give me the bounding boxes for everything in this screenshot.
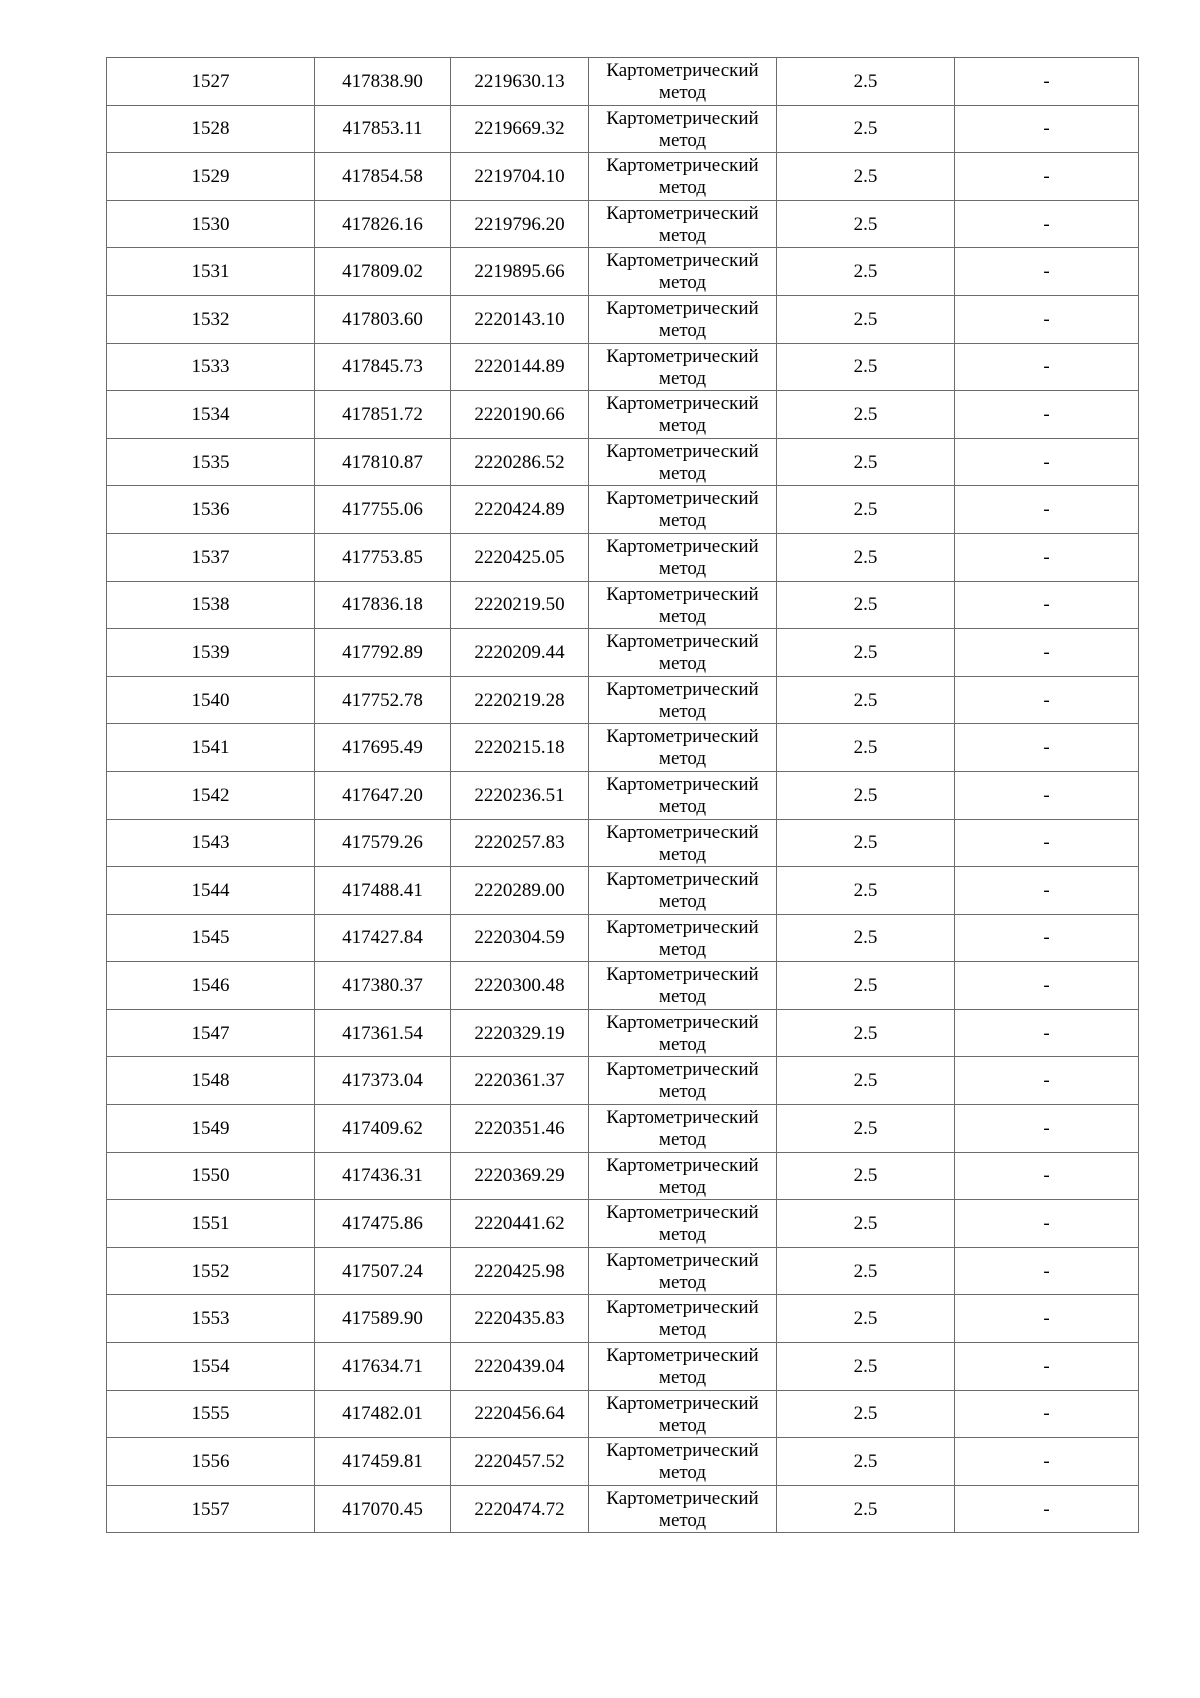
y-coordinate-cell: 2220257.83 bbox=[451, 819, 589, 867]
table-row bbox=[107, 819, 1139, 867]
table-row bbox=[107, 724, 1139, 772]
method-line-1: Картометрический bbox=[606, 1202, 759, 1224]
method-line-2: метод bbox=[658, 177, 707, 199]
accuracy-cell: 2.5 bbox=[777, 819, 955, 867]
point-number-cell: 1556 bbox=[107, 1438, 315, 1486]
method-line-2: метод bbox=[658, 748, 707, 770]
point-number-cell: 1535 bbox=[107, 438, 315, 486]
description-cell: - bbox=[955, 295, 1139, 343]
point-number-cell: 1555 bbox=[107, 1390, 315, 1438]
accuracy-cell: 2.5 bbox=[777, 1057, 955, 1105]
table-row bbox=[107, 248, 1139, 296]
accuracy-cell: 2.5 bbox=[777, 200, 955, 248]
accuracy-cell: 2.5 bbox=[777, 343, 955, 391]
point-number-cell: 1528 bbox=[107, 105, 315, 153]
method-line-1: Картометрический bbox=[606, 107, 759, 129]
method-cell bbox=[589, 724, 777, 772]
method-cell bbox=[589, 581, 777, 629]
y-coordinate-cell: 2220329.19 bbox=[451, 1009, 589, 1057]
table-row bbox=[107, 1343, 1139, 1391]
description-cell: - bbox=[955, 391, 1139, 439]
point-number-cell: 1550 bbox=[107, 1152, 315, 1200]
point-number-cell: 1534 bbox=[107, 391, 315, 439]
accuracy-cell: 2.5 bbox=[777, 629, 955, 677]
y-coordinate-cell: 2220215.18 bbox=[451, 724, 589, 772]
table-row bbox=[107, 200, 1139, 248]
x-coordinate-cell: 417752.78 bbox=[315, 676, 451, 724]
point-number-cell: 1537 bbox=[107, 533, 315, 581]
x-coordinate-cell: 417475.86 bbox=[315, 1200, 451, 1248]
method-cell bbox=[589, 914, 777, 962]
table-row bbox=[107, 867, 1139, 915]
description-cell: - bbox=[955, 962, 1139, 1010]
x-coordinate-cell: 417845.73 bbox=[315, 343, 451, 391]
document-page bbox=[106, 57, 1138, 1533]
coordinates-table-body bbox=[107, 58, 1139, 1533]
point-number-cell: 1551 bbox=[107, 1200, 315, 1248]
description-cell: - bbox=[955, 1295, 1139, 1343]
method-cell bbox=[589, 1152, 777, 1200]
y-coordinate-cell: 2219796.20 bbox=[451, 200, 589, 248]
method-cell bbox=[589, 1057, 777, 1105]
point-number-cell: 1538 bbox=[107, 581, 315, 629]
x-coordinate-cell: 417579.26 bbox=[315, 819, 451, 867]
method-line-1: Картометрический bbox=[606, 1440, 759, 1462]
method-line-2: метод bbox=[658, 1129, 707, 1151]
method-cell bbox=[589, 1343, 777, 1391]
method-line-2: метод bbox=[658, 462, 707, 484]
method-cell bbox=[589, 1009, 777, 1057]
description-cell: - bbox=[955, 676, 1139, 724]
x-coordinate-cell: 417838.90 bbox=[315, 58, 451, 106]
method-cell bbox=[589, 391, 777, 439]
method-cell bbox=[589, 1485, 777, 1533]
accuracy-cell: 2.5 bbox=[777, 1152, 955, 1200]
description-cell: - bbox=[955, 914, 1139, 962]
accuracy-cell: 2.5 bbox=[777, 1009, 955, 1057]
y-coordinate-cell: 2220289.00 bbox=[451, 867, 589, 915]
method-cell bbox=[589, 438, 777, 486]
method-line-2: метод bbox=[658, 843, 707, 865]
x-coordinate-cell: 417436.31 bbox=[315, 1152, 451, 1200]
method-line-2: метод bbox=[658, 653, 707, 675]
x-coordinate-cell: 417482.01 bbox=[315, 1390, 451, 1438]
y-coordinate-cell: 2220351.46 bbox=[451, 1105, 589, 1153]
x-coordinate-cell: 417809.02 bbox=[315, 248, 451, 296]
description-cell: - bbox=[955, 58, 1139, 106]
method-cell bbox=[589, 676, 777, 724]
table-row bbox=[107, 1438, 1139, 1486]
y-coordinate-cell: 2220144.89 bbox=[451, 343, 589, 391]
y-coordinate-cell: 2220474.72 bbox=[451, 1485, 589, 1533]
description-cell: - bbox=[955, 1390, 1139, 1438]
method-line-2: метод bbox=[658, 1176, 707, 1198]
description-cell: - bbox=[955, 1438, 1139, 1486]
table-row bbox=[107, 1390, 1139, 1438]
x-coordinate-cell: 417373.04 bbox=[315, 1057, 451, 1105]
description-cell: - bbox=[955, 1009, 1139, 1057]
x-coordinate-cell: 417488.41 bbox=[315, 867, 451, 915]
table-row bbox=[107, 629, 1139, 677]
method-line-1: Картометрический bbox=[606, 440, 759, 462]
x-coordinate-cell: 417854.58 bbox=[315, 153, 451, 201]
accuracy-cell: 2.5 bbox=[777, 1247, 955, 1295]
method-cell bbox=[589, 1390, 777, 1438]
point-number-cell: 1557 bbox=[107, 1485, 315, 1533]
x-coordinate-cell: 417647.20 bbox=[315, 771, 451, 819]
method-cell bbox=[589, 962, 777, 1010]
accuracy-cell: 2.5 bbox=[777, 724, 955, 772]
accuracy-cell: 2.5 bbox=[777, 391, 955, 439]
table-row bbox=[107, 1295, 1139, 1343]
description-cell: - bbox=[955, 533, 1139, 581]
method-line-1: Картометрический bbox=[606, 678, 759, 700]
point-number-cell: 1552 bbox=[107, 1247, 315, 1295]
accuracy-cell: 2.5 bbox=[777, 248, 955, 296]
method-cell bbox=[589, 629, 777, 677]
x-coordinate-cell: 417803.60 bbox=[315, 295, 451, 343]
table-row bbox=[107, 914, 1139, 962]
y-coordinate-cell: 2220143.10 bbox=[451, 295, 589, 343]
description-cell: - bbox=[955, 1152, 1139, 1200]
point-number-cell: 1553 bbox=[107, 1295, 315, 1343]
accuracy-cell: 2.5 bbox=[777, 533, 955, 581]
method-cell bbox=[589, 1105, 777, 1153]
table-row bbox=[107, 962, 1139, 1010]
method-cell bbox=[589, 343, 777, 391]
y-coordinate-cell: 2220304.59 bbox=[451, 914, 589, 962]
method-cell bbox=[589, 819, 777, 867]
y-coordinate-cell: 2220457.52 bbox=[451, 1438, 589, 1486]
description-cell: - bbox=[955, 1485, 1139, 1533]
point-number-cell: 1533 bbox=[107, 343, 315, 391]
y-coordinate-cell: 2220425.98 bbox=[451, 1247, 589, 1295]
accuracy-cell: 2.5 bbox=[777, 1105, 955, 1153]
method-line-1: Картометрический bbox=[606, 1059, 759, 1081]
point-number-cell: 1545 bbox=[107, 914, 315, 962]
method-cell bbox=[589, 153, 777, 201]
coordinates-table bbox=[106, 57, 1139, 1533]
point-number-cell: 1543 bbox=[107, 819, 315, 867]
method-cell bbox=[589, 1438, 777, 1486]
y-coordinate-cell: 2220425.05 bbox=[451, 533, 589, 581]
y-coordinate-cell: 2220435.83 bbox=[451, 1295, 589, 1343]
x-coordinate-cell: 417826.16 bbox=[315, 200, 451, 248]
description-cell: - bbox=[955, 438, 1139, 486]
accuracy-cell: 2.5 bbox=[777, 486, 955, 534]
method-line-2: метод bbox=[658, 1462, 707, 1484]
method-line-2: метод bbox=[658, 1509, 707, 1531]
method-line-1: Картометрический bbox=[606, 1011, 759, 1033]
table-row bbox=[107, 58, 1139, 106]
table-row bbox=[107, 438, 1139, 486]
method-line-2: метод bbox=[658, 319, 707, 341]
description-cell: - bbox=[955, 581, 1139, 629]
method-line-1: Картометрический bbox=[606, 1392, 759, 1414]
method-line-2: метод bbox=[658, 1367, 707, 1389]
table-row bbox=[107, 533, 1139, 581]
y-coordinate-cell: 2219630.13 bbox=[451, 58, 589, 106]
table-row bbox=[107, 153, 1139, 201]
x-coordinate-cell: 417836.18 bbox=[315, 581, 451, 629]
y-coordinate-cell: 2220219.28 bbox=[451, 676, 589, 724]
point-number-cell: 1531 bbox=[107, 248, 315, 296]
point-number-cell: 1532 bbox=[107, 295, 315, 343]
accuracy-cell: 2.5 bbox=[777, 153, 955, 201]
table-row bbox=[107, 581, 1139, 629]
method-line-1: Картометрический bbox=[606, 1154, 759, 1176]
method-line-2: метод bbox=[658, 700, 707, 722]
description-cell: - bbox=[955, 629, 1139, 677]
x-coordinate-cell: 417409.62 bbox=[315, 1105, 451, 1153]
x-coordinate-cell: 417070.45 bbox=[315, 1485, 451, 1533]
y-coordinate-cell: 2220361.37 bbox=[451, 1057, 589, 1105]
method-line-2: метод bbox=[658, 1033, 707, 1055]
point-number-cell: 1536 bbox=[107, 486, 315, 534]
method-line-2: метод bbox=[658, 129, 707, 151]
y-coordinate-cell: 2220190.66 bbox=[451, 391, 589, 439]
method-line-1: Картометрический bbox=[606, 488, 759, 510]
method-line-2: метод bbox=[658, 415, 707, 437]
description-cell: - bbox=[955, 1247, 1139, 1295]
x-coordinate-cell: 417810.87 bbox=[315, 438, 451, 486]
description-cell: - bbox=[955, 486, 1139, 534]
accuracy-cell: 2.5 bbox=[777, 867, 955, 915]
point-number-cell: 1548 bbox=[107, 1057, 315, 1105]
method-line-1: Картометрический bbox=[606, 631, 759, 653]
accuracy-cell: 2.5 bbox=[777, 1485, 955, 1533]
table-row bbox=[107, 1009, 1139, 1057]
description-cell: - bbox=[955, 200, 1139, 248]
x-coordinate-cell: 417753.85 bbox=[315, 533, 451, 581]
method-cell bbox=[589, 295, 777, 343]
method-line-1: Картометрический bbox=[606, 964, 759, 986]
point-number-cell: 1539 bbox=[107, 629, 315, 677]
y-coordinate-cell: 2220456.64 bbox=[451, 1390, 589, 1438]
point-number-cell: 1529 bbox=[107, 153, 315, 201]
x-coordinate-cell: 417695.49 bbox=[315, 724, 451, 772]
point-number-cell: 1542 bbox=[107, 771, 315, 819]
method-cell bbox=[589, 200, 777, 248]
y-coordinate-cell: 2220439.04 bbox=[451, 1343, 589, 1391]
point-number-cell: 1541 bbox=[107, 724, 315, 772]
y-coordinate-cell: 2220286.52 bbox=[451, 438, 589, 486]
y-coordinate-cell: 2220441.62 bbox=[451, 1200, 589, 1248]
point-number-cell: 1544 bbox=[107, 867, 315, 915]
table-row bbox=[107, 343, 1139, 391]
accuracy-cell: 2.5 bbox=[777, 914, 955, 962]
method-cell bbox=[589, 105, 777, 153]
accuracy-cell: 2.5 bbox=[777, 438, 955, 486]
point-number-cell: 1530 bbox=[107, 200, 315, 248]
table-row bbox=[107, 771, 1139, 819]
description-cell: - bbox=[955, 153, 1139, 201]
y-coordinate-cell: 2220300.48 bbox=[451, 962, 589, 1010]
table-row bbox=[107, 1247, 1139, 1295]
x-coordinate-cell: 417507.24 bbox=[315, 1247, 451, 1295]
method-line-1: Картометрический bbox=[606, 345, 759, 367]
accuracy-cell: 2.5 bbox=[777, 676, 955, 724]
table-row bbox=[107, 1200, 1139, 1248]
method-line-1: Картометрический bbox=[606, 155, 759, 177]
method-line-2: метод bbox=[658, 1224, 707, 1246]
method-line-1: Картометрический bbox=[606, 1297, 759, 1319]
accuracy-cell: 2.5 bbox=[777, 581, 955, 629]
method-line-2: метод bbox=[658, 272, 707, 294]
method-line-1: Картометрический bbox=[606, 297, 759, 319]
table-row bbox=[107, 1485, 1139, 1533]
y-coordinate-cell: 2219704.10 bbox=[451, 153, 589, 201]
method-cell bbox=[589, 58, 777, 106]
x-coordinate-cell: 417361.54 bbox=[315, 1009, 451, 1057]
accuracy-cell: 2.5 bbox=[777, 1295, 955, 1343]
description-cell: - bbox=[955, 343, 1139, 391]
method-line-1: Картометрический bbox=[606, 726, 759, 748]
table-row bbox=[107, 486, 1139, 534]
method-line-1: Картометрический bbox=[606, 202, 759, 224]
method-line-2: метод bbox=[658, 605, 707, 627]
accuracy-cell: 2.5 bbox=[777, 1200, 955, 1248]
method-line-2: метод bbox=[658, 891, 707, 913]
description-cell: - bbox=[955, 1105, 1139, 1153]
point-number-cell: 1546 bbox=[107, 962, 315, 1010]
table-row bbox=[107, 1105, 1139, 1153]
method-line-2: метод bbox=[658, 938, 707, 960]
method-line-1: Картометрический bbox=[606, 916, 759, 938]
point-number-cell: 1549 bbox=[107, 1105, 315, 1153]
method-cell bbox=[589, 1247, 777, 1295]
method-line-2: метод bbox=[658, 1271, 707, 1293]
method-cell bbox=[589, 533, 777, 581]
description-cell: - bbox=[955, 867, 1139, 915]
description-cell: - bbox=[955, 724, 1139, 772]
x-coordinate-cell: 417755.06 bbox=[315, 486, 451, 534]
method-line-1: Картометрический bbox=[606, 60, 759, 81]
x-coordinate-cell: 417427.84 bbox=[315, 914, 451, 962]
x-coordinate-cell: 417459.81 bbox=[315, 1438, 451, 1486]
point-number-cell: 1540 bbox=[107, 676, 315, 724]
method-line-1: Картометрический bbox=[606, 1249, 759, 1271]
accuracy-cell: 2.5 bbox=[777, 295, 955, 343]
y-coordinate-cell: 2220209.44 bbox=[451, 629, 589, 677]
y-coordinate-cell: 2220424.89 bbox=[451, 486, 589, 534]
method-line-2: метод bbox=[658, 367, 707, 389]
method-line-2: метод bbox=[658, 1414, 707, 1436]
method-line-1: Картометрический bbox=[606, 583, 759, 605]
accuracy-cell: 2.5 bbox=[777, 58, 955, 106]
x-coordinate-cell: 417589.90 bbox=[315, 1295, 451, 1343]
description-cell: - bbox=[955, 248, 1139, 296]
method-line-1: Картометрический bbox=[606, 1345, 759, 1367]
method-line-1: Картометрический bbox=[606, 250, 759, 272]
table-row bbox=[107, 1057, 1139, 1105]
method-line-2: метод bbox=[658, 557, 707, 579]
y-coordinate-cell: 2220236.51 bbox=[451, 771, 589, 819]
method-line-2: метод bbox=[658, 1081, 707, 1103]
method-line-2: метод bbox=[658, 224, 707, 246]
y-coordinate-cell: 2219669.32 bbox=[451, 105, 589, 153]
description-cell: - bbox=[955, 1343, 1139, 1391]
x-coordinate-cell: 417380.37 bbox=[315, 962, 451, 1010]
accuracy-cell: 2.5 bbox=[777, 105, 955, 153]
x-coordinate-cell: 417853.11 bbox=[315, 105, 451, 153]
description-cell: - bbox=[955, 819, 1139, 867]
point-number-cell: 1547 bbox=[107, 1009, 315, 1057]
method-line-1: Картометрический bbox=[606, 773, 759, 795]
method-cell bbox=[589, 248, 777, 296]
description-cell: - bbox=[955, 771, 1139, 819]
method-cell bbox=[589, 1295, 777, 1343]
accuracy-cell: 2.5 bbox=[777, 771, 955, 819]
method-line-1: Картометрический bbox=[606, 393, 759, 415]
x-coordinate-cell: 417851.72 bbox=[315, 391, 451, 439]
method-cell bbox=[589, 771, 777, 819]
table-row bbox=[107, 295, 1139, 343]
method-cell bbox=[589, 1200, 777, 1248]
x-coordinate-cell: 417634.71 bbox=[315, 1343, 451, 1391]
method-line-2: метод bbox=[658, 1319, 707, 1341]
table-row bbox=[107, 676, 1139, 724]
method-line-2: метод bbox=[658, 795, 707, 817]
method-line-1: Картометрический bbox=[606, 869, 759, 891]
method-line-1: Картометрический bbox=[606, 1107, 759, 1129]
description-cell: - bbox=[955, 1200, 1139, 1248]
table-row bbox=[107, 391, 1139, 439]
table-row bbox=[107, 105, 1139, 153]
point-number-cell: 1554 bbox=[107, 1343, 315, 1391]
method-line-1: Картометрический bbox=[606, 821, 759, 843]
method-line-2: метод bbox=[658, 82, 707, 103]
y-coordinate-cell: 2219895.66 bbox=[451, 248, 589, 296]
accuracy-cell: 2.5 bbox=[777, 1390, 955, 1438]
y-coordinate-cell: 2220219.50 bbox=[451, 581, 589, 629]
method-line-1: Картометрический bbox=[606, 1487, 759, 1509]
accuracy-cell: 2.5 bbox=[777, 1438, 955, 1486]
method-cell bbox=[589, 486, 777, 534]
accuracy-cell: 2.5 bbox=[777, 1343, 955, 1391]
point-number-cell: 1527 bbox=[107, 58, 315, 106]
y-coordinate-cell: 2220369.29 bbox=[451, 1152, 589, 1200]
description-cell: - bbox=[955, 105, 1139, 153]
description-cell: - bbox=[955, 1057, 1139, 1105]
table-row bbox=[107, 1152, 1139, 1200]
method-line-2: метод bbox=[658, 510, 707, 532]
method-line-1: Картометрический bbox=[606, 535, 759, 557]
method-cell bbox=[589, 867, 777, 915]
method-line-2: метод bbox=[658, 986, 707, 1008]
accuracy-cell: 2.5 bbox=[777, 962, 955, 1010]
x-coordinate-cell: 417792.89 bbox=[315, 629, 451, 677]
